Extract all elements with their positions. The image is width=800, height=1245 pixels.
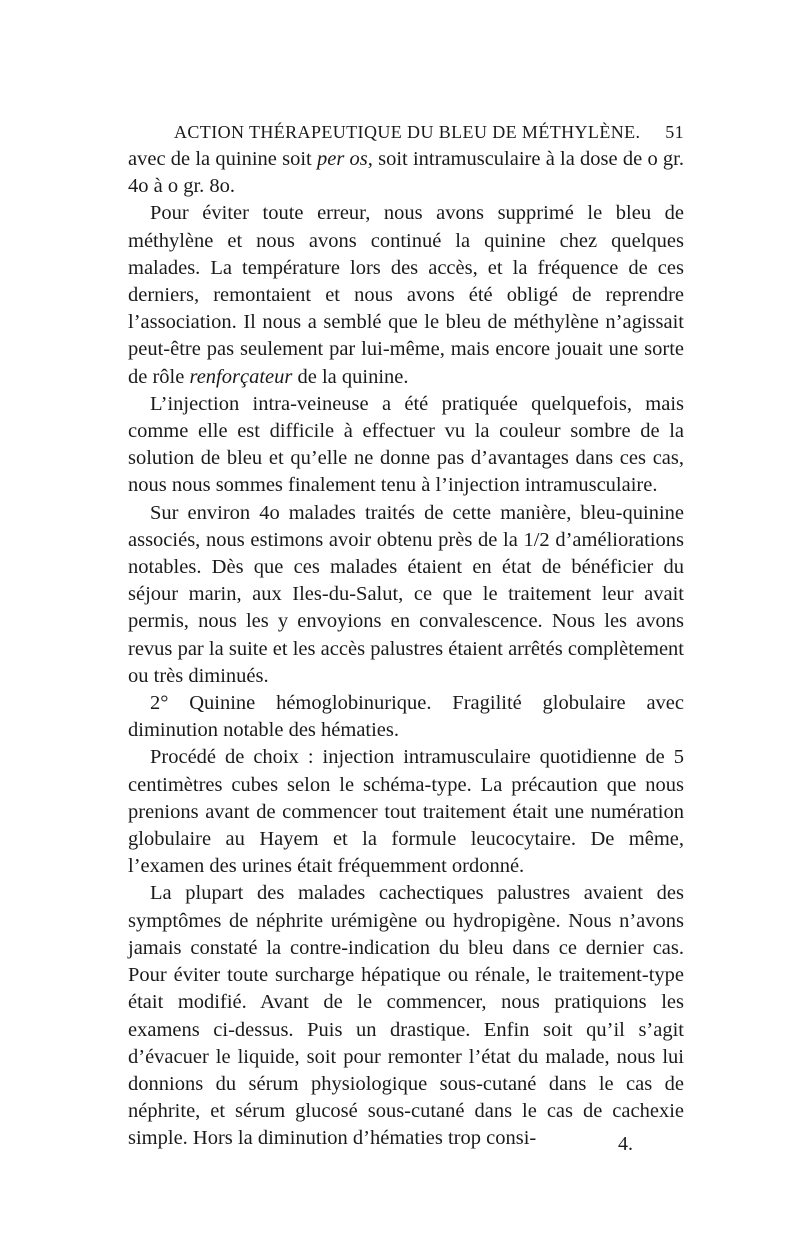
text-run: de la quinine. [292,365,409,388]
page-number: 51 [665,122,684,142]
text-run: Sur environ 4o malades traités de cette manière, bleu-quinine associés, nous estimons avoir obtenu près de la 1/2 d’améliorations notables. Dès que ces malades étaient en état de bénéficier du séjour marin, aux Iles-du-Salut, ce que le traitement leur avait permis, nous les y envoyions en convalescence. Nous les avons revus par la suite et les accès palustres étaient arrêtés complètement ou très diminués. [128,501,684,687]
text-run: 2° Quinine hémoglobinurique. Fragilité globulaire avec diminution notable des hématies. [128,692,684,742]
paragraph-5 [128,690,684,744]
text-run-italic: per os, [316,148,373,170]
running-head-title: ACTION THÉRAPEUTIQUE DU BLEU DE MÉTHYLÈNE. [174,122,641,142]
text-run: avec de la quinine soit [128,148,317,170]
text-run: La plupart des malades cachectiques palustres avaient des symptômes de néphrite urémigène ou hydropigène. Nous n’avons jamais constaté la contre-indication du bleu dans ce dernier cas. Pour éviter toute surcharge hépatique ou rénale, le traitement-type était modifié. Avant de le commencer, nous pratiquions les examens ci-dessus. Puis un drastique. Enfin soit qu’il s’agit d’évacuer le liquide, soit pour remonter l’état du malade, nous lui donnions du sérum physiologique sous-cutané dans le cas de néphrite, et sérum glucosé sous-cutané dans le cas de cachexie simple. Hors la diminution d’hématies trop consi- [128,882,684,1150]
paragraph-3 [128,391,684,500]
running-head [128,112,684,142]
text-run: L’injection intra-veineuse a été pratiquée quelquefois, mais comme elle est difficile à effectuer vu la couleur sombre de la solution de bleu et qu’elle ne donne pas d’avantages dans ces cas, nous nous sommes finalement tenu à l’injection intramusculaire. [128,392,684,497]
text-run: Procédé de choix : injection intramusculaire quotidienne de 5 centimètres cubes selon le schéma-type. La précaution que nous prenions avant de commencer tout traitement était une numération globulaire au Hayem et la formule leucocytaire. De même, l’examen des urines était fréquemment ordonné. [128,746,684,878]
paragraph-7 [128,880,684,1152]
text-run: soit intramusculaire à la dose de o gr. 4o à o gr. 8o. [128,148,685,198]
paragraph-2 [128,200,684,390]
book-page [128,112,684,1153]
paragraph-1 [128,146,684,200]
paragraph-4 [128,500,684,690]
signature-mark: 4. [618,1133,633,1155]
text-run-italic: renforçateur [189,365,293,388]
text-run: Pour éviter toute erreur, nous avons supprimé le bleu de méthylène et nous avons continué la quinine chez quelques malades. La température lors des accès, et la fréquence de ces derniers, remontaient et nous avons été obligé de reprendre l’association. Il nous a semblé que le bleu de méthylène n’agissait peut-être pas seulement par lui-même, mais encore jouait une sorte de rôle [128,202,684,388]
paragraph-6 [128,744,684,880]
body-text [128,146,684,1153]
